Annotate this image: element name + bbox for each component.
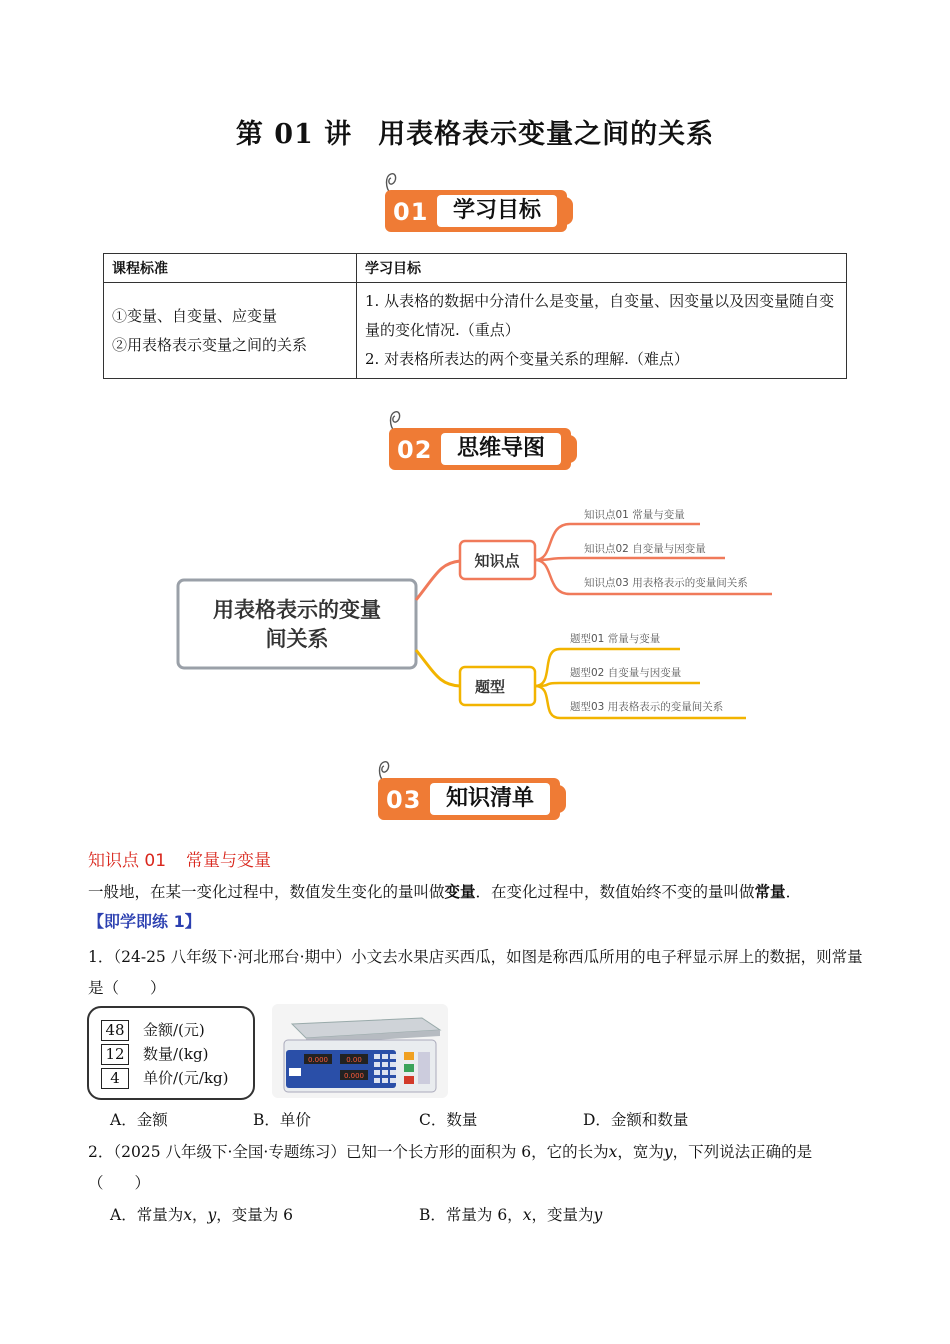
display-readout: 0.000 <box>343 1072 365 1080</box>
var-y: y <box>663 1143 673 1161</box>
mindmap-leaf: 知识点02 自变量与因变量 <box>584 543 706 555</box>
mindmap-leaf: 题型01 常量与变量 <box>570 633 661 645</box>
var-x: x <box>608 1143 618 1161</box>
scale-label: 数量/(kg) <box>143 1045 209 1063</box>
section-badge-mindmap <box>389 424 579 472</box>
section-label: 学习目标 <box>437 195 557 227</box>
scale-value: 48 <box>101 1020 129 1041</box>
opt-text: B．常量为 6， <box>419 1206 523 1224</box>
opt-var: x <box>183 1206 192 1224</box>
objective-item: 2. 对表格所表达的两个变量关系的理解.（难点） <box>365 350 689 368</box>
knowledge-point-number: 知识点 01 <box>88 851 167 871</box>
mindmap-leaf: 知识点01 常量与变量 <box>584 509 685 521</box>
definition-paragraph <box>88 880 878 904</box>
opt-text: A．常量为 <box>110 1206 184 1224</box>
table-header-objective: 学习目标 <box>357 254 847 283</box>
scale-value: 12 <box>101 1044 129 1065</box>
mindmap-leaf: 知识点03 用表格表示的变量间关系 <box>584 577 748 589</box>
display-readout: 0.00 <box>346 1056 362 1064</box>
opt-text: ，变量为 6 <box>216 1206 294 1224</box>
table-header-standard: 课程标准 <box>104 254 357 283</box>
scale-value: 4 <box>101 1068 129 1089</box>
objectives-cell <box>357 283 847 379</box>
section-label: 知识清单 <box>430 783 550 815</box>
q2-text: ，宽为 <box>617 1143 664 1161</box>
standard-item: ①变量、自变量、应变量 <box>112 306 278 325</box>
section-number: 01 <box>393 198 429 226</box>
branch-problems-label: 题型 <box>474 678 506 696</box>
electronic-scale-image <box>272 1004 448 1098</box>
section-badge-knowledge <box>378 774 568 822</box>
lecture-number: 第 01 讲 <box>235 119 353 150</box>
mindmap-root-line1: 用表格表示的变量 <box>213 598 381 622</box>
question-2-stem <box>88 1137 878 1199</box>
scale-label: 单价/(元/kg) <box>143 1069 229 1087</box>
mindmap-leaf: 题型02 自变量与因变量 <box>570 667 682 679</box>
q2-text: ，下列说法正确的是 <box>672 1143 813 1161</box>
q1-option-c: C．数量 <box>419 1111 478 1129</box>
standard-item: ②用表格表示变量之间的关系 <box>112 335 308 354</box>
term-constant: 常量 <box>754 883 786 901</box>
answer-paren: （ ） <box>88 1174 151 1192</box>
section-number: 03 <box>386 786 422 814</box>
knowledge-point-title <box>88 846 271 871</box>
lecture-topic: 用表格表示变量之间的关系 <box>378 119 715 150</box>
mindmap-root-line2: 间关系 <box>265 627 329 651</box>
definition-text: ． <box>785 883 802 901</box>
scale-row <box>101 1067 229 1089</box>
section-label: 思维导图 <box>441 433 561 465</box>
connector-branch1 <box>416 561 460 600</box>
mindmap-root-box <box>178 580 416 668</box>
q1-option-d: D．金额和数量 <box>583 1111 689 1129</box>
scale-label: 金额/(元) <box>143 1021 205 1039</box>
section-number: 02 <box>397 436 433 464</box>
standards-cell <box>104 283 357 379</box>
display-readout: 0.000 <box>307 1056 329 1064</box>
practice-heading: 【即学即练 1】 <box>88 912 201 931</box>
leaf-line <box>535 558 725 560</box>
objective-item: 1. 从表格的数据中分清什么是变量，自变量、因变量以及因变量随自变量的变化情况.（重点） <box>365 292 835 339</box>
scale-row <box>101 1043 208 1065</box>
opt-text: ， <box>191 1206 208 1224</box>
q2-option-a <box>110 1203 293 1225</box>
knowledge-point-topic: 常量与变量 <box>186 851 272 871</box>
page-title <box>0 112 950 151</box>
connector-branch2 <box>416 650 460 686</box>
scale-readout-box <box>87 1006 255 1100</box>
question-1-stem: 1．（24-25 八年级下·河北邢台·期中）小文去水果店买西瓜，如图是称西瓜所用的电子秤显示屏上的数据，则常量是（ ） <box>88 948 863 997</box>
opt-var: y <box>593 1206 603 1224</box>
mindmap-leaf: 题型03 用表格表示的变量间关系 <box>570 701 724 713</box>
branch-knowledge-label: 知识点 <box>474 552 520 570</box>
q2-option-b <box>419 1203 602 1225</box>
mind-map <box>170 495 790 730</box>
term-variable: 变量 <box>444 883 476 901</box>
definition-text: ．在变化过程中，数值始终不变的量叫做 <box>475 883 755 901</box>
q1-option-b: B．单价 <box>253 1111 311 1129</box>
opt-var: x <box>522 1206 532 1224</box>
opt-var: y <box>207 1206 217 1224</box>
q1-option-a: A．金额 <box>110 1111 168 1129</box>
definition-text: 一般地，在某一变化过程中，数值发生变化的量叫做 <box>88 883 445 901</box>
section-badge-goals <box>385 186 575 234</box>
scale-row <box>101 1019 205 1041</box>
q2-text: 2．（2025 八年级下·全国·专题练习）已知一个长方形的面积为 6，它的长为 <box>88 1143 609 1161</box>
leaf-line <box>535 683 700 686</box>
goals-table <box>103 253 847 379</box>
opt-text: ，变量为 <box>531 1206 594 1224</box>
